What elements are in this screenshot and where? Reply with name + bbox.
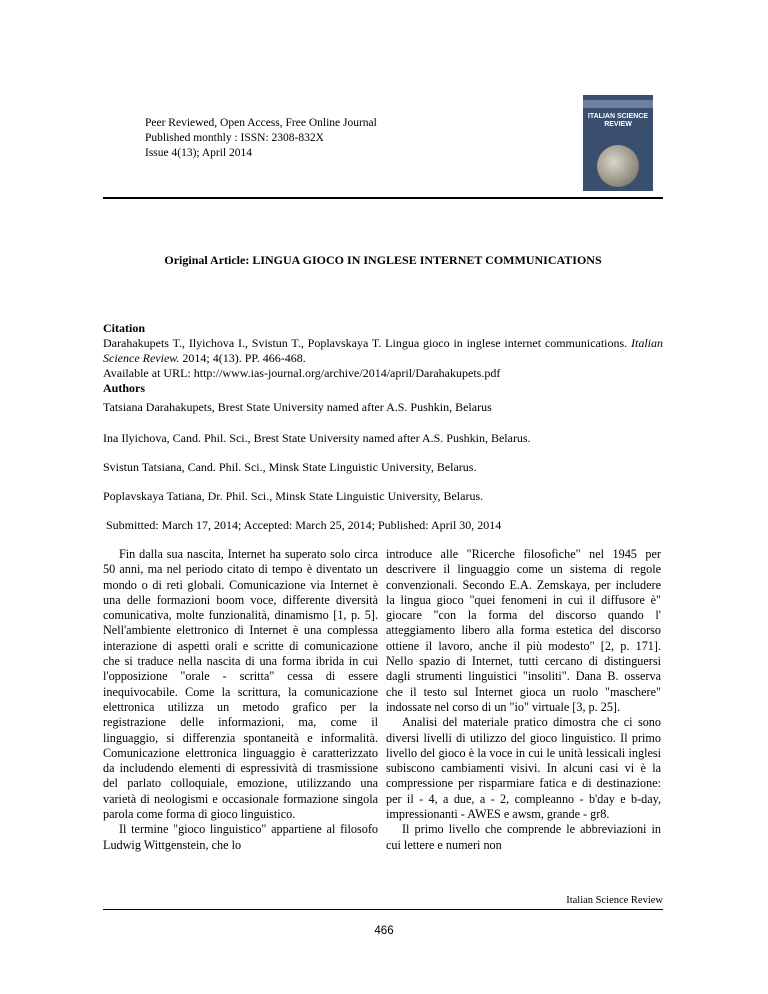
author-1: Tatsiana Darahakupets, Brest State University named after A.S. Pushkin, Belarus: [103, 400, 492, 414]
citation-heading: Citation: [103, 321, 145, 335]
cover-title: ITALIAN SCIENCE REVIEW: [587, 113, 649, 128]
paragraph: introduce alle "Ricerche filosofiche" nel 1945 per descrivere il linguaggio come un sistema di regole convenzionali. Secondo E.A. Zemskaya, per includere la lingua gioco "quei fenomeni in cui il diffusore è" giocare "con la forma del discorso quando l' atteggiamento libero alla forma estetica del discorso ottiene il lavoro, anche il più modesto" [2, p. 171]. Nello spazio di Internet, tutti cercano di distinguersi dagli strumenti linguistici "insoliti". Dana B. osserva che il testo sul Internet gioca un ruolo "maschere" indossate nel corso di un "io" virtuale [3, p. 25].: [386, 547, 661, 714]
authors-heading-label: Authors: [103, 381, 146, 395]
paragraph: Fin dalla sua nascita, Internet ha superato solo circa 50 anni, ma nel periodo citato di tempo è diventato un mondo o di reti globali. Comunicazione via Internet è una delle formazioni boom voce, differente diversità comunicativa, molte funzionalità, dinamismo [1, p. 5]. Nell'ambiente elettronico di Internet è una complessa interazione di aspetti orali e scritte di comunicazione che si traduce nella nascita di una forma ibrida in cui l'opposizione "orale - scritta" cessa di essere inequivocabile. Come la scrittura, la comunicazione elettronica utilizza un metodo grafico per la registrazione delle informazioni, ma, come il linguaggio, si differenzia spontaneità e informalità. Comunicazione elettronica linguaggio è caratterizzato da includendo elementi di espressività di trasmissione del parlato colloquiale, emozione, utilizzando una varietà di neologismi e occasionale formazione singola parola come forma di gioco linguistico.: [103, 547, 378, 822]
submission-dates: Submitted: March 17, 2014; Accepted: March 25, 2014; Published: April 30, 2014: [106, 518, 502, 532]
citation-text: Darahakupets T., Ilyichova I., Svistun T., Poplavskaya T. Lingua gioco in inglese internet communications. Italian Science Review. 2014; 4(13). PP. 466-468.: [103, 336, 663, 365]
footer-journal-name: Italian Science Review: [566, 895, 663, 906]
cover-globe-image: [597, 145, 639, 187]
header-divider: [103, 197, 663, 199]
body-column-right: [386, 547, 661, 853]
author-2: Ina Ilyichova, Cand. Phil. Sci., Brest State University named after A.S. Pushkin, Belarus.: [103, 431, 531, 445]
body-column-left: [103, 547, 378, 853]
header-line-1: Peer Reviewed, Open Access, Free Online Journal: [145, 117, 377, 129]
article-title: Original Article: LINGUA GIOCO IN INGLESE INTERNET COMMUNICATIONS: [164, 253, 602, 267]
author-4: Poplavskaya Tatiana, Dr. Phil. Sci., Minsk State Linguistic University, Belarus.: [103, 489, 484, 503]
paragraph: Il termine "gioco linguistico" appartiene al filosofo Ludwig Wittgenstein, che lo: [103, 822, 378, 852]
journal-cover-image: [583, 95, 653, 191]
header-line-3: Issue 4(13); April 2014: [145, 147, 253, 159]
cover-band: [583, 100, 653, 108]
journal-header: [145, 116, 377, 161]
citation-section: [103, 321, 663, 381]
page-number: 466: [374, 925, 394, 937]
author-3: Svistun Tatsiana, Cand. Phil. Sci., Minsk State Linguistic University, Belarus.: [103, 460, 477, 474]
footer-divider: [103, 909, 663, 910]
paragraph: Analisi del materiale pratico dimostra che ci sono diversi livelli di utilizzo del gioco linguistico. Il primo livello del gioco è la voce in cui le unità lessicali inglesi subiscono cambiamenti visivi. In alcuni casi vi è la compressione per risparmiare fatica e di destinazione: per il - 4, a due, a - 2, compleanno - b'day e b-day, impressionanti - AWES e awsm, grande - gr8.: [386, 715, 661, 822]
citation-url: Available at URL: http://www.ias-journal.org/archive/2014/april/Darahakupets.pdf: [103, 366, 501, 380]
header-line-2: Published monthly : ISSN: 2308-832X: [145, 132, 324, 144]
paragraph: Il primo livello che comprende le abbreviazioni in cui lettere e numeri non: [386, 822, 661, 852]
